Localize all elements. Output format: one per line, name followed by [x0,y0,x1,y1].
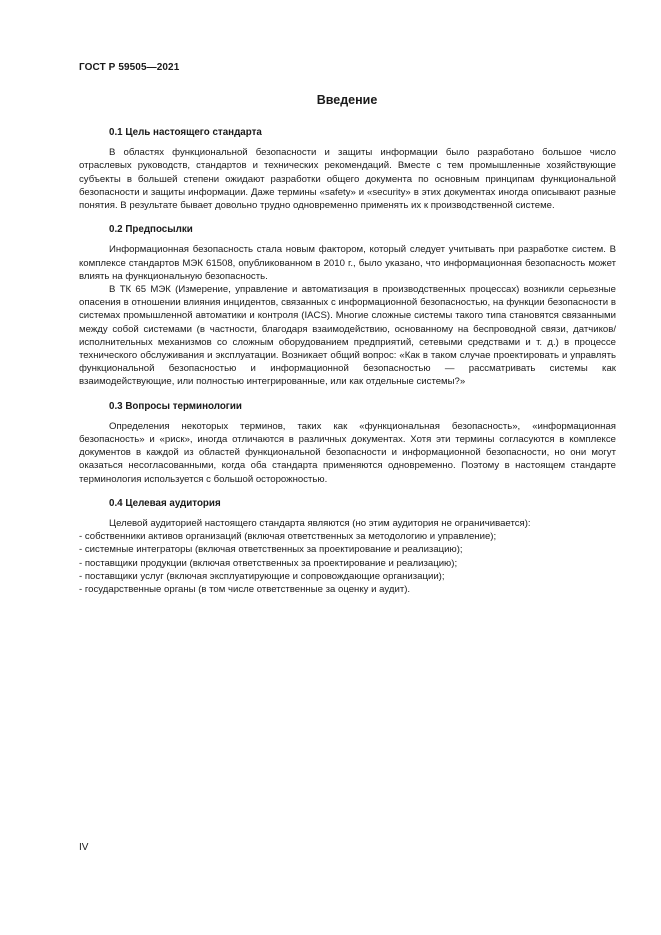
section-heading: 0.3 Вопросы терминологии [109,400,242,412]
section-background [79,223,616,388]
list-item: - поставщики продукции (включая ответственных за проектирование и реализацию); [79,557,458,569]
list-item: - системные интеграторы (включая ответственных за проектирование и реализацию); [79,544,463,556]
page-title: Введение [316,93,378,107]
section-heading: 0.1 Цель настоящего стандарта [109,127,262,138]
section-terminology [79,400,616,486]
list-item: - государственные органы (в том числе ответственные за оценку и аудит). [79,584,411,596]
page-number: IV [79,842,89,853]
list-item: - поставщики услуг (включая эксплуатирующие и сопровождающие организации); [79,570,445,582]
section-heading: 0.2 Предпосылки [109,224,193,236]
paragraph: В областях функциональной безопасности и защиты информации было разработано большое число отраслевых руководств, стандартов и технических рекомендаций. Вместе с тем промышленные хозяйствующие субъекты в большей степени ожидают разработки общего документа по основным принципам функциональной безопасности и защиты информации. Даже термины «safety» и «security» в этих документах иногда описывают разные понятия. В результате бывает довольно трудно одновременно применять их к производственной системе. [79,147,616,212]
document-body [79,126,616,607]
audience-intro: Целевой аудиторией настоящего стандарта являются (но этим аудитория не ограничивается): [109,518,531,530]
paragraph: Определения некоторых терминов, таких как «функциональная безопасность», «информационная безопасность» и «риск», иногда отличаются в различных документах. Хотя эти термины согласуются в комплексе документов в каждой из областей функциональной безопасности и информационной безопасности, но они могут оказаться несогласованными, когда оба стандарта применяются одновременно. Поэтому в настоящем стандарте терминология используется с большой осторожностью. [79,420,616,485]
paragraph: Информационная безопасность стала новым фактором, который следует учитывать при разработке систем. В комплексе стандартов МЭК 61508, опубликованном в 2010 г., было указано, что информационная безопасность может влиять на функциональную безопасность. [79,244,616,282]
standard-id-header: ГОСТ Р 59505—2021 [79,62,180,73]
section-heading: 0.4 Целевая аудитория [109,497,221,509]
section-audience [79,497,616,596]
list-item: - собственники активов организаций (включая ответственных за методологию и управление); [79,531,497,543]
paragraph: В ТК 65 МЭК (Измерение, управление и автоматизация в производственных процессах) возникли серьезные опасения в отношении влияния инцидентов, связанных с информационной безопасностью, на функции безопасности в системах промышленной автоматики и контроля (IACS). Многие сложные системы такого типа становятся связанными между собой системами (в частности, благодаря взаимодействию, основанному на беспроводной связи, датчиков/исполнительных механизмов со сложным оборудованием предприятий, сетевыми средствами и т. д.) в процессе технического обслуживания и эксплуатации. Возникает общий вопрос: «Как в таком случае проектировать и управлять функциональной безопасностью и информационной безопасностью — рассматривать системы как взаимодействующие, или полностью интегрированные, или как отдельные системы?» [79,284,616,388]
section-purpose [79,126,616,212]
audience-list [79,530,616,596]
